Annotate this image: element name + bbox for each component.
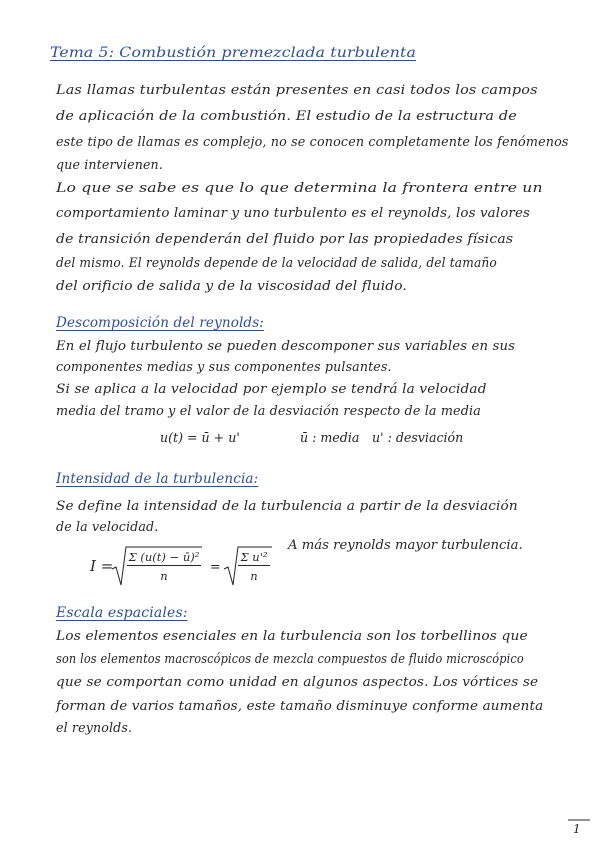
section-line: de la velocidad. <box>56 519 159 534</box>
velocity-decomposition-formula: u(t) = ū + u' <box>160 430 240 445</box>
intro-line: que intervienen. <box>56 157 163 172</box>
section-line: componentes medias y sus componentes pulsantes. <box>56 359 392 374</box>
intro-line: del orificio de salida y de la viscosidad del fluido. <box>56 278 407 293</box>
deviation-definition: u' : desviación <box>372 430 464 445</box>
section-line: En el flujo turbulento se pueden descomponer sus variables en sus <box>56 338 516 353</box>
fraction-numerator: Σ u'² <box>240 550 268 564</box>
section-line: Si se aplica a la velocidad por ejemplo se tendrá la velocidad <box>56 381 487 396</box>
reynolds-turbulence-note: A más reynolds mayor turbulencia. <box>288 537 523 552</box>
intensity-fraction-1 <box>127 550 201 584</box>
intro-line: de transición dependerán del fluido por las propiedades físicas <box>56 231 514 246</box>
fraction-denominator: n <box>160 569 168 583</box>
fraction-denominator: n <box>250 569 258 583</box>
intro-line: comportamiento laminar y uno turbulento es el reynolds, los valores <box>56 205 531 220</box>
fraction-numerator: Σ (u(t) − ū)² <box>128 550 200 564</box>
equals-sign: = <box>210 559 221 574</box>
section-line: Los elementos esenciales en la turbulencia son los torbellinos que <box>56 628 528 643</box>
page-number-bar <box>568 816 590 824</box>
intro-line: del mismo. El reynolds depende de la velocidad de salida, del tamaño <box>56 255 497 270</box>
section-line: que se comportan como unidad en algunos aspectos. Los vórtices se <box>56 674 539 689</box>
section-line: Se define la intensidad de la turbulencia a partir de la desviación <box>56 498 518 513</box>
intro-line: Lo que se sabe es que lo que determina la frontera entre un <box>56 180 543 195</box>
page-number-label: 1 <box>573 822 581 836</box>
intro-line: este tipo de llamas es complejo, no se conocen completamente los fenómenos <box>56 134 569 149</box>
mean-definition: ū : media <box>300 430 360 445</box>
section-heading-scales: Escala espaciales: <box>56 605 188 621</box>
section-line: forman de varios tamaños, este tamaño disminuye conforme aumenta <box>56 698 544 713</box>
page-number <box>573 822 581 836</box>
section-heading-reynolds: Descomposición del reynolds: <box>56 315 265 331</box>
section-line: media del tramo y el valor de la desviación respecto de la media <box>56 403 481 418</box>
intro-line: de aplicación de la combustión. El estudio de la estructura de <box>56 108 517 123</box>
section-line: son los elementos macroscópicos de mezcla compuestos de fluido microscópico <box>56 651 524 666</box>
intro-line: Las llamas turbulentas están presentes en casi todos los campos <box>56 82 538 97</box>
section-heading-intensity: Intensidad de la turbulencia: <box>56 471 259 487</box>
section-line: el reynolds. <box>56 720 133 735</box>
page-title: Tema 5: Combustión premezclada turbulenta <box>50 45 416 61</box>
intensity-fraction-2 <box>238 550 270 584</box>
intensity-symbol: I = <box>90 557 114 575</box>
